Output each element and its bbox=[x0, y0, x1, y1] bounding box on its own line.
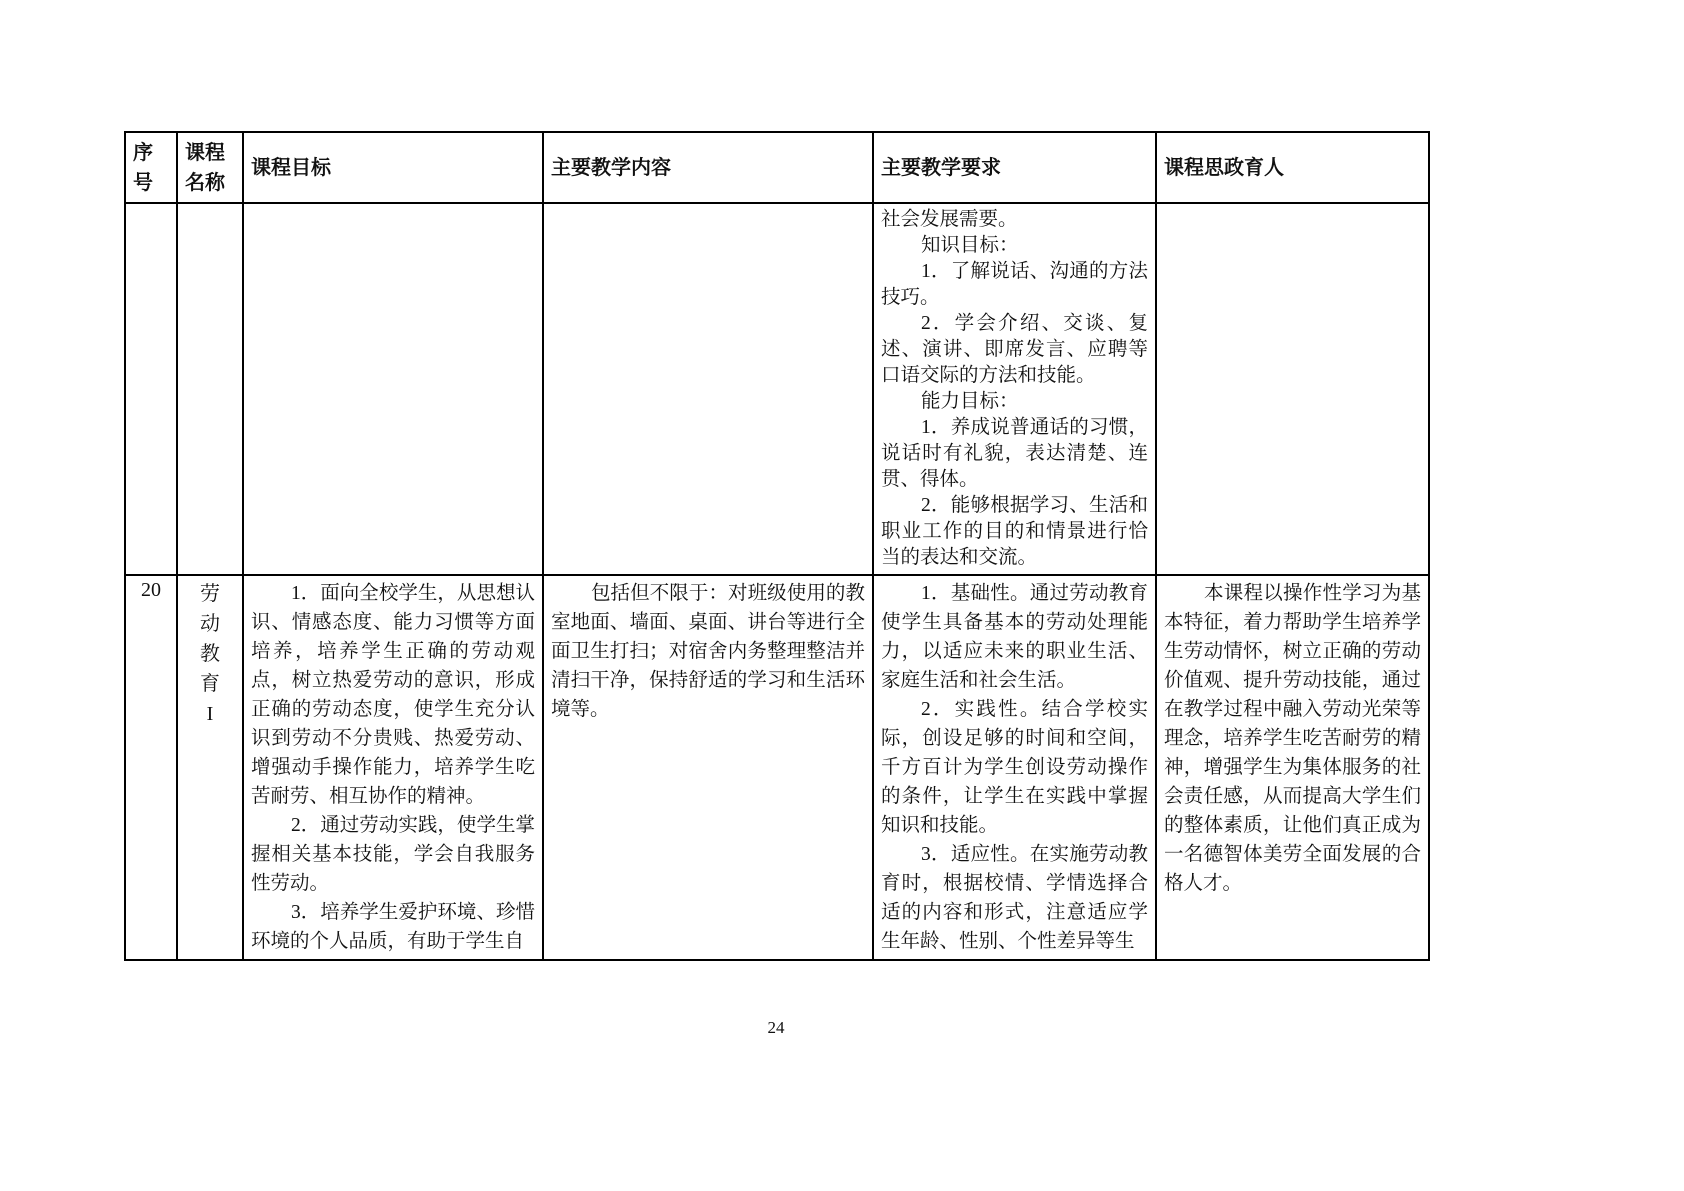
header-label-line: 课程 bbox=[185, 141, 225, 164]
cell-prev-sizheng bbox=[1156, 203, 1429, 575]
cell-20-xuhao: 20 bbox=[125, 575, 177, 960]
paragraph: 能力目标： bbox=[920, 391, 1019, 412]
table-header-row bbox=[125, 132, 1429, 203]
cell-20-yaoqiu bbox=[873, 575, 1156, 960]
paragraph: 3．适应性。在实施劳动教育时，根据校情、学情选择合适的内容和形式，注意适应学生年龄、性别、个性差异等生 bbox=[881, 844, 1148, 952]
course-table bbox=[124, 131, 1430, 961]
paragraph: 社会发展需要。 bbox=[881, 209, 1018, 230]
table-row-continuation bbox=[125, 203, 1429, 575]
paragraph: 2．通过劳动实践，使学生掌握相关基本技能，学会自我服务性劳动。 bbox=[251, 815, 535, 894]
course-name-line: 教育 bbox=[199, 643, 233, 695]
cell-20-sizheng bbox=[1156, 575, 1429, 960]
paragraph: 1．面向全校学生，从思想认识、情感态度、能力习惯等方面培养，培养学生正确的劳动观点，树立热爱劳动的意识，形成正确的劳动态度，使学生充分认识到劳动不分贵贱、热爱劳动、增强动手操作能力，培养学生吃苦耐劳、相互协作的精神。 bbox=[251, 583, 535, 807]
cell-prev-mubiao bbox=[243, 203, 543, 575]
paragraph: 包括但不限于：对班级使用的教室地面、墙面、桌面、讲台等进行全面卫生打扫；对宿舍内务整理整洁并清扫干净，保持舒适的学习和生活环境等。 bbox=[551, 583, 865, 720]
header-label-line: 序 bbox=[133, 141, 153, 164]
paragraph: 1．基础性。通过劳动教育使学生具备基本的劳动处理能力，以适应未来的职业生活、家庭生活和社会生活。 bbox=[881, 583, 1148, 691]
cell-prev-neirong bbox=[543, 203, 873, 575]
cell-20-mubiao bbox=[243, 575, 543, 960]
paragraph: 2．实践性。结合学校实际，创设足够的时间和空间，千方百计为学生创设劳动操作的条件，让学生在实践中掌握知识和技能。 bbox=[881, 699, 1148, 836]
paragraph: 3．培养学生爱护环境、珍惜环境的个人品质，有助于学生自 bbox=[251, 902, 535, 952]
header-cell-kecheng-mingcheng bbox=[177, 132, 243, 203]
cell-prev-yaoqiu bbox=[873, 203, 1156, 575]
header-cell-jiaoxue-yaoqiu: 主要教学要求 bbox=[873, 132, 1156, 203]
header-cell-sizheng-yuren: 课程思政育人 bbox=[1156, 132, 1429, 203]
paragraph: 1．了解说话、沟通的方法技巧。 bbox=[881, 261, 1148, 308]
cell-prev-mingcheng bbox=[177, 203, 243, 575]
paragraph: 知识目标： bbox=[920, 235, 1019, 256]
course-name-line: I bbox=[206, 703, 226, 725]
table-row-20 bbox=[125, 575, 1429, 960]
header-label-line: 名称 bbox=[185, 171, 225, 194]
cell-20-mingcheng bbox=[177, 575, 243, 960]
paragraph: 本课程以操作性学习为基本特征，着力帮助学生培养学生劳动情怀，树立正确的劳动价值观、提升劳动技能，通过在教学过程中融入劳动光荣等理念，培养学生吃苦耐劳的精神，增强学生为集体服务的社会责任感，从而提高大学生们的整体素质，让他们真正成为一名德智体美劳全面发展的合格人才。 bbox=[1164, 583, 1421, 894]
cell-prev-xuhao bbox=[125, 203, 177, 575]
header-cell-jiaoxue-neirong: 主要教学内容 bbox=[543, 132, 873, 203]
paragraph: 1．养成说普通话的习惯，说话时有礼貌，表达清楚、连贯、得体。 bbox=[881, 417, 1148, 490]
paragraph: 2．能够根据学习、生活和职业工作的目的和情景进行恰当的表达和交流。 bbox=[881, 495, 1148, 568]
paragraph: 2．学会介绍、交谈、复述、演讲、即席发言、应聘等口语交际的方法和技能。 bbox=[881, 313, 1148, 386]
course-name-line: 劳动 bbox=[199, 583, 233, 635]
header-cell-kecheng-mubiao: 课程目标 bbox=[243, 132, 543, 203]
header-label-line: 号 bbox=[133, 171, 153, 194]
header-cell-xuhao bbox=[125, 132, 177, 203]
page-number: 24 bbox=[767, 1018, 785, 1037]
cell-20-neirong bbox=[543, 575, 873, 960]
